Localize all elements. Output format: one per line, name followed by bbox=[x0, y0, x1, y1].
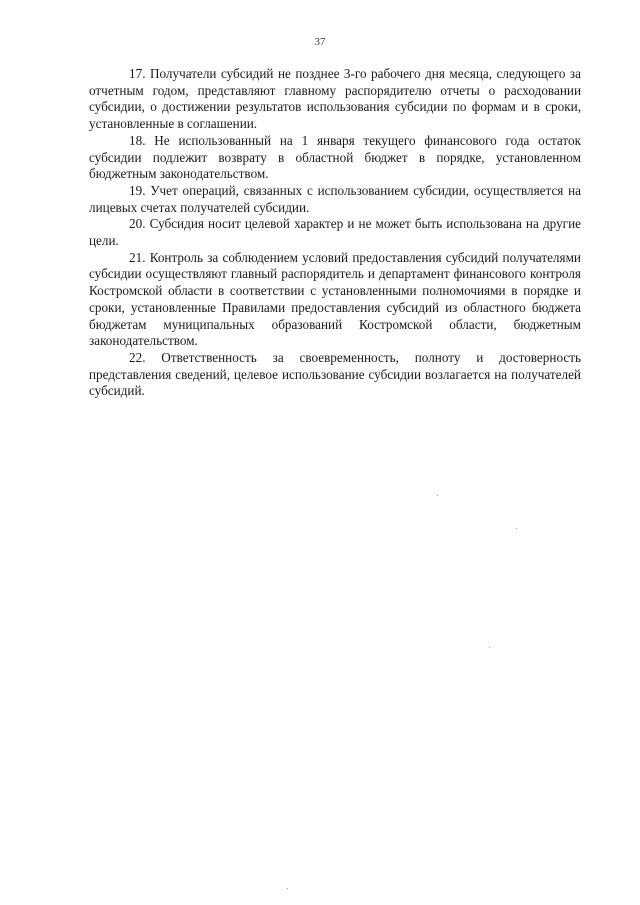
document-body bbox=[89, 66, 581, 400]
paragraph-21: 21. Контроль за соблюдением условий предоставления субсидий получателями субсидии осуществляют главный распорядитель и департамент финансового контроля Костромской области в соответствии с установленными полномочиями в порядке и сроки, установленные Правилами предоставления субсидий из областного бюджета бюджетам муниципальных образований Костромской области, бюджетным законодательством. bbox=[89, 249, 581, 349]
paragraph-18: 18. Не использованный на 1 января текущего финансового года остаток субсидии подлежит возврату в областной бюджет в порядке, установленном бюджетным законодательством. bbox=[89, 132, 581, 182]
paragraph-19: 19. Учет операций, связанных с использованием субсидии, осуществляется на лицевых счетах получателей субсидии. bbox=[89, 182, 581, 215]
scan-speck bbox=[287, 888, 288, 889]
paragraph-17: 17. Получатели субсидий не позднее 3-го рабочего дня месяца, следующего за отчетным годом, представляют главному распорядителю отчеты о расходовании субсидии, о достижении результатов использования субсидии по формам и в сроки, установленные в соглашении. bbox=[89, 66, 581, 132]
paragraph-20: 20. Субсидия носит целевой характер и не может быть использована на другие цели. bbox=[89, 216, 581, 249]
scan-speck bbox=[516, 528, 517, 529]
scan-speck bbox=[489, 647, 490, 648]
page-number: 37 bbox=[314, 36, 326, 48]
scan-speck bbox=[437, 495, 438, 496]
paragraph-22: 22. Ответственность за своевременность, полноту и достоверность представления сведений, целевое использование субсидии возлагается на получателей субсидий. bbox=[89, 349, 581, 399]
